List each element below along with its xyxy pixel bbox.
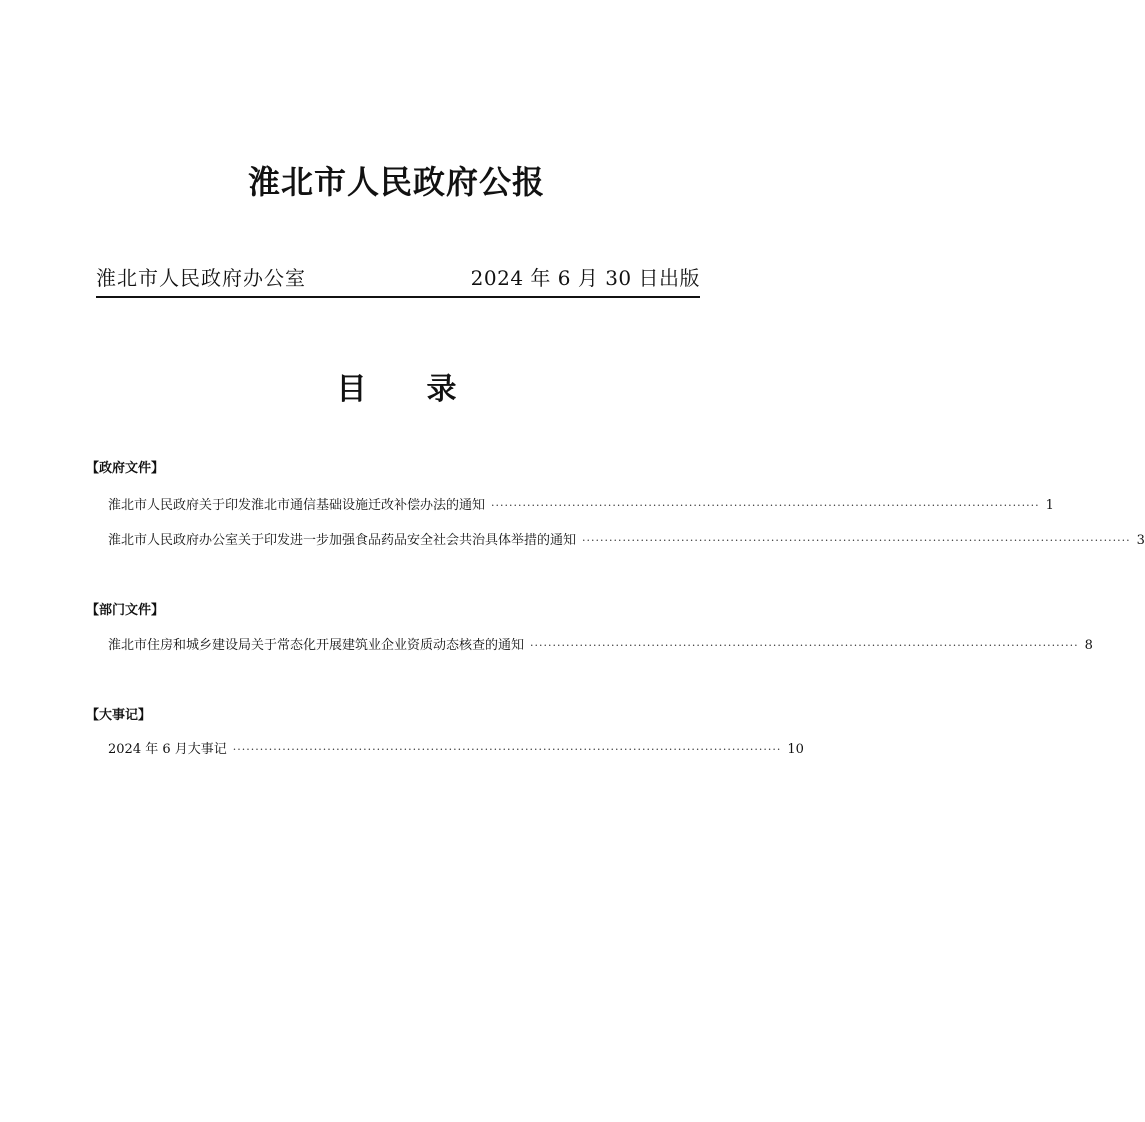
masthead [96,262,700,298]
toc-entry-title: 淮北市人民政府办公室关于印发进一步加强食品药品安全社会共治具体举措的通知 [108,533,577,548]
toc-entry[interactable] [108,635,1093,657]
page-title: 淮北市人民政府公报 [247,163,545,201]
toc-entry[interactable] [108,495,1054,517]
toc-entry[interactable] [108,530,1145,552]
toc-leader-dots: ·························································································································· [232,743,782,756]
toc-entry-page: 3 [1136,533,1145,548]
toc-leader-dots: ·························································································································· [491,499,1040,512]
edition-date: 2024 年 6 月 30 日出版 [470,266,700,290]
toc-entry-page: 1 [1045,498,1054,513]
toc-entry-title: 淮北市人民政府关于印发淮北市通信基础设施迁改补偿办法的通知 [108,498,486,513]
toc-entry-title: 2024 年 6 月大事记 [108,742,227,757]
toc-entry-title: 淮北市住房和城乡建设局关于常态化开展建筑业企业资质动态核查的通知 [108,638,525,653]
toc-heading: 目录 [336,372,517,407]
section-label-events: 【大事记】 [86,708,152,723]
publisher: 淮北市人民政府办公室 [96,266,306,290]
toc-entry-page: 8 [1084,638,1093,653]
toc-leader-dots: ·························································································································· [582,534,1131,547]
toc-entry[interactable] [108,739,804,761]
section-label-department: 【部门文件】 [86,603,165,618]
toc-entry-page: 10 [787,742,804,757]
section-label-government: 【政府文件】 [86,461,165,476]
toc-leader-dots: ·························································································································· [530,639,1079,652]
